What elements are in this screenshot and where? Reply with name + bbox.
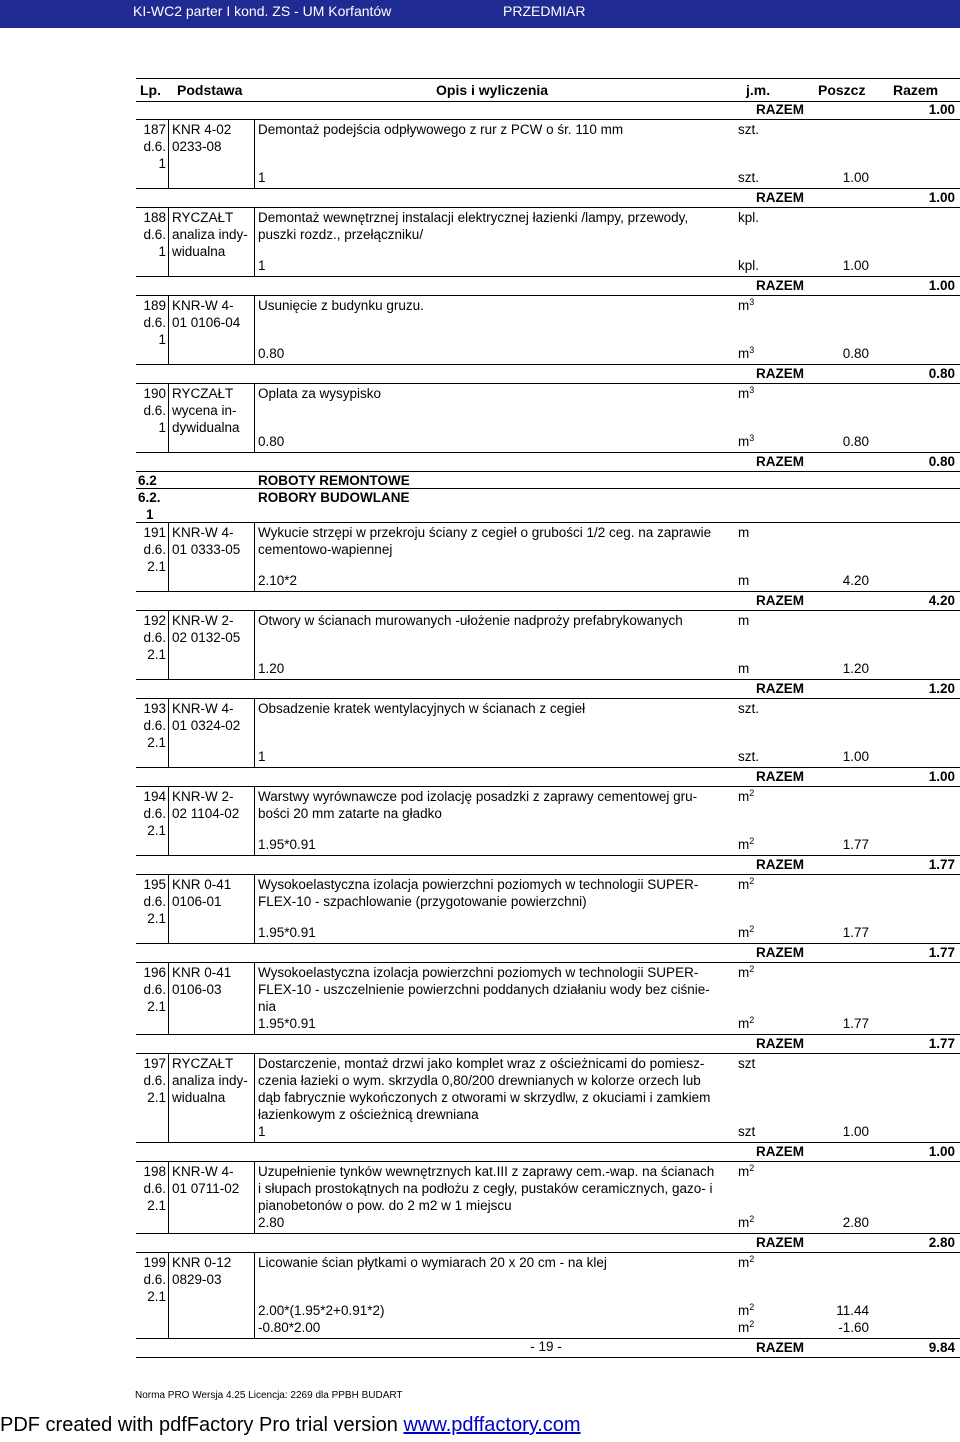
item-razem-value: 4.20 bbox=[928, 593, 955, 608]
column-divider bbox=[254, 1252, 255, 1338]
item-unit-exponent: 2 bbox=[749, 1163, 755, 1173]
calc-expression: -0.80*2.00 bbox=[258, 1320, 321, 1335]
item-basis: wycena in- bbox=[172, 403, 237, 418]
calc-divider bbox=[136, 679, 960, 680]
item-basis: widualna bbox=[172, 1090, 226, 1105]
pdf-banner bbox=[0, 1414, 581, 1437]
calc-expression: 1.20 bbox=[258, 661, 285, 676]
item-razem-label: RAZEM bbox=[756, 1036, 804, 1051]
item-lp: 2.1 bbox=[147, 911, 166, 926]
calc-divider bbox=[136, 943, 960, 944]
item-lp: 189 bbox=[143, 298, 166, 313]
column-divider bbox=[168, 522, 169, 591]
item-basis: 02 0132-05 bbox=[172, 630, 241, 645]
calc-expression: 2.00*(1.95*2+0.91*2) bbox=[258, 1303, 385, 1318]
column-divider bbox=[254, 786, 255, 855]
calc-expression: 1 bbox=[258, 170, 266, 185]
calc-divider bbox=[136, 276, 960, 277]
item-lp: d.6. bbox=[143, 1073, 166, 1088]
item-description: Demontaż podejścia odpływowego z rur z PCW o śr. 110 mm bbox=[258, 122, 624, 137]
item-lp: 2.1 bbox=[147, 823, 166, 838]
calc-unit-exponent: 2 bbox=[749, 924, 755, 934]
calc-divider bbox=[136, 855, 960, 856]
column-divider bbox=[168, 698, 169, 767]
column-divider bbox=[254, 698, 255, 767]
item-lp: d.6. bbox=[143, 806, 166, 821]
software-footnote: Norma PRO Wersja 4.25 Licencja: 2269 dla PPBH BUDART bbox=[135, 1390, 403, 1401]
calc-value: 1.77 bbox=[842, 925, 869, 940]
item-description: Demontaż wewnętrznej instalacji elektrycznej łazienki /lampy, przewody, bbox=[258, 210, 689, 225]
calc-expression: 1 bbox=[258, 258, 266, 273]
item-unit: kpl. bbox=[738, 210, 760, 225]
calc-value: 0.80 bbox=[842, 434, 869, 449]
item-unit: $m^2$ bbox=[738, 1163, 755, 1179]
calc-value: 1.77 bbox=[842, 837, 869, 852]
item-lp: 197 bbox=[143, 1056, 166, 1071]
calc-expression: 0.80 bbox=[258, 434, 285, 449]
item-razem-value: 0.80 bbox=[928, 366, 955, 381]
row-divider bbox=[136, 874, 960, 875]
item-razem-value: 1.77 bbox=[928, 1036, 955, 1051]
calc-value: 2.80 bbox=[842, 1215, 869, 1230]
item-basis: 02 1104-02 bbox=[172, 806, 240, 821]
calc-divider bbox=[136, 452, 960, 453]
item-lp: 2.1 bbox=[147, 735, 166, 750]
row-divider bbox=[136, 471, 960, 472]
subsection-number-cont: 1 bbox=[146, 507, 154, 522]
item-description: Wysokoelastyczna izolacja powierzchni poziomych w technologii SUPER- bbox=[258, 965, 699, 980]
item-basis: dywidualna bbox=[172, 420, 240, 435]
calc-value: 4.20 bbox=[842, 573, 869, 588]
pdf-banner-text: PDF created with pdfFactory Pro trial version bbox=[0, 1414, 404, 1436]
item-description: Wykucie strzępi w przekroju ściany z cegieł o grubości 1/2 ceg. na zaprawie bbox=[258, 525, 712, 540]
calc-divider bbox=[136, 1142, 960, 1143]
item-lp: d.6. bbox=[143, 718, 166, 733]
calc-divider bbox=[136, 1233, 960, 1234]
item-lp: 194 bbox=[143, 789, 166, 804]
item-basis: RYCZAŁT bbox=[172, 1056, 234, 1071]
calc-expression: 2.10*2 bbox=[258, 573, 298, 588]
item-description: i słupach prostokątnych na podłożu z cegły, pustaków ceramicznych, gazo- i bbox=[258, 1181, 713, 1196]
column-divider bbox=[254, 962, 255, 1034]
item-basis: analiza indy- bbox=[172, 1073, 248, 1088]
item-basis: KNR 0-41 bbox=[172, 877, 232, 892]
row-divider bbox=[136, 207, 960, 208]
column-divider bbox=[254, 1161, 255, 1233]
column-divider bbox=[168, 610, 169, 679]
calc-value: 1.00 bbox=[842, 749, 869, 764]
item-razem-label: RAZEM bbox=[756, 857, 804, 872]
item-lp: 2.1 bbox=[147, 1090, 166, 1105]
item-unit: m bbox=[738, 525, 750, 540]
item-basis: 01 0711-02 bbox=[172, 1181, 240, 1196]
item-razem-label: RAZEM bbox=[756, 190, 804, 205]
calc-value: 1.00 bbox=[842, 258, 869, 273]
item-basis: 0829-03 bbox=[172, 1272, 222, 1287]
item-description: Warstwy wyrównawcze pod izolację posadzki z zaprawy cementowej gru- bbox=[258, 789, 698, 804]
calc-unit-exponent: 2 bbox=[749, 836, 755, 846]
column-divider bbox=[254, 1053, 255, 1142]
item-unit-exponent: 2 bbox=[749, 964, 755, 974]
item-basis: analiza indy- bbox=[172, 227, 248, 242]
page-number: - 19 - bbox=[530, 1339, 562, 1354]
item-description: Wysokoelastyczna izolacja powierzchni poziomych w technologii SUPER- bbox=[258, 877, 699, 892]
item-unit-exponent: 3 bbox=[749, 385, 755, 395]
column-divider bbox=[168, 295, 169, 364]
item-lp: d.6. bbox=[143, 139, 166, 154]
item-unit-exponent: 2 bbox=[749, 876, 755, 886]
calc-expression: 1 bbox=[258, 1124, 266, 1139]
item-razem-value: 0.80 bbox=[928, 454, 955, 469]
item-razem-value: 1.00 bbox=[928, 278, 955, 293]
item-lp: d.6. bbox=[143, 982, 166, 997]
item-basis: 01 0324-02 bbox=[172, 718, 241, 733]
item-description: pianobetonów o pow. do 2 m2 w 1 miejscu bbox=[258, 1198, 512, 1213]
header-center: PRZEDMIAR bbox=[503, 3, 586, 19]
item-description: puszki rozdz., przełączniku/ bbox=[258, 227, 424, 242]
item-basis: KNR-W 4- bbox=[172, 701, 234, 716]
header-title: KI-WC2 parter I kond. ZS - UM Korfantów bbox=[133, 3, 392, 19]
item-lp: d.6. bbox=[143, 1181, 166, 1196]
top-razem-value: 1.00 bbox=[928, 102, 955, 117]
calc-expression: 1.95*0.91 bbox=[258, 837, 316, 852]
column-divider bbox=[168, 383, 169, 452]
item-razem-label: RAZEM bbox=[756, 1144, 804, 1159]
item-basis: KNR-W 2- bbox=[172, 613, 234, 628]
row-divider bbox=[136, 488, 960, 489]
col-razem: Razem bbox=[893, 82, 939, 98]
calc-unit: $m^2$ bbox=[738, 836, 755, 852]
item-razem-label: RAZEM bbox=[756, 1340, 804, 1355]
item-description: Uzupełnienie tynków wewnętrznych kat.III z zaprawy cem.-wap. na ścianach bbox=[258, 1164, 715, 1179]
item-description: Dostarczenie, montaż drzwi jako komplet wraz z ościeżnicami do pomiesz- bbox=[258, 1056, 705, 1071]
column-divider bbox=[168, 786, 169, 855]
calc-expression: 1 bbox=[258, 749, 266, 764]
item-lp: 199 bbox=[143, 1255, 166, 1270]
top-razem-label: RAZEM bbox=[756, 102, 804, 117]
col-poszcz: Poszcz bbox=[818, 82, 866, 98]
item-lp: 188 bbox=[143, 210, 166, 225]
item-razem-value: 9.84 bbox=[928, 1340, 955, 1355]
item-lp: d.6. bbox=[143, 403, 166, 418]
item-description: Oplata za wysypisko bbox=[258, 386, 382, 401]
item-lp: d.6. bbox=[143, 894, 166, 909]
item-unit: $m^3$ bbox=[738, 297, 755, 313]
calc-expression: 1.95*0.91 bbox=[258, 1016, 316, 1031]
row-divider bbox=[136, 786, 960, 787]
item-basis: KNR-W 4- bbox=[172, 298, 234, 313]
calc-unit-exponent: 2 bbox=[749, 1319, 755, 1329]
item-razem-label: RAZEM bbox=[756, 278, 804, 293]
column-divider bbox=[254, 207, 255, 276]
item-razem-value: 1.00 bbox=[928, 769, 955, 784]
section-number: 6.2 bbox=[138, 473, 157, 488]
item-lp: d.6. bbox=[143, 227, 166, 242]
item-unit: szt. bbox=[738, 701, 760, 716]
item-lp: 193 bbox=[143, 701, 166, 716]
item-lp: 2.1 bbox=[147, 999, 166, 1014]
row-divider bbox=[136, 1252, 960, 1253]
item-lp: d.6. bbox=[143, 630, 166, 645]
item-description: bości 20 mm zatarte na gładko bbox=[258, 806, 442, 821]
item-lp: 195 bbox=[143, 877, 166, 892]
item-razem-value: 1.77 bbox=[928, 945, 955, 960]
item-basis: 01 0106-04 bbox=[172, 315, 241, 330]
item-razem-label: RAZEM bbox=[756, 454, 804, 469]
col-opis: Opis i wyliczenia bbox=[436, 82, 549, 98]
item-basis: KNR 0-41 bbox=[172, 965, 232, 980]
column-divider bbox=[168, 1252, 169, 1338]
calc-divider bbox=[136, 188, 960, 189]
calc-divider bbox=[136, 767, 960, 768]
item-basis: 01 0333-05 bbox=[172, 542, 241, 557]
item-lp: 192 bbox=[143, 613, 166, 628]
item-lp: 2.1 bbox=[147, 1289, 166, 1304]
item-lp: 190 bbox=[143, 386, 166, 401]
item-lp: d.6. bbox=[143, 315, 166, 330]
item-description: FLEX-10 - szpachlowanie (przygotowanie powierzchni) bbox=[258, 894, 587, 909]
col-podstawa: Podstawa bbox=[177, 82, 243, 98]
item-razem-value: 1.00 bbox=[928, 1144, 955, 1159]
item-razem-value: 2.80 bbox=[928, 1235, 955, 1250]
item-description: Obsadzenie kratek wentylacyjnych w ścianach z cegieł bbox=[258, 701, 586, 716]
item-lp: 198 bbox=[143, 1164, 166, 1179]
item-lp: 196 bbox=[143, 965, 166, 980]
calc-unit-exponent: 2 bbox=[749, 1302, 755, 1312]
calc-unit: m bbox=[738, 661, 750, 676]
row-divider bbox=[136, 119, 960, 120]
item-lp: d.6. bbox=[143, 1272, 166, 1287]
calc-divider bbox=[136, 364, 960, 365]
calc-unit-exponent: 2 bbox=[749, 1214, 755, 1224]
calc-value: 1.77 bbox=[842, 1016, 869, 1031]
item-basis: KNR 0-12 bbox=[172, 1255, 232, 1270]
calc-unit: $m^3$ bbox=[738, 433, 755, 449]
column-divider bbox=[168, 207, 169, 276]
calc-divider bbox=[136, 591, 960, 592]
item-description: Usunięcie z budynku gruzu. bbox=[258, 298, 424, 313]
item-description: czenia łazieki o wym. skrzydla 0,80/200 drewnianych w kolorze orzech lub bbox=[258, 1073, 701, 1088]
item-razem-value: 1.77 bbox=[928, 857, 955, 872]
col-jm: j.m. bbox=[746, 82, 771, 98]
item-razem-label: RAZEM bbox=[756, 366, 804, 381]
item-lp: 1 bbox=[158, 420, 166, 435]
item-razem-label: RAZEM bbox=[756, 1235, 804, 1250]
item-basis: KNR-W 2- bbox=[172, 789, 234, 804]
subsection-number: 6.2. bbox=[138, 490, 161, 505]
calc-expression: 2.80 bbox=[258, 1215, 285, 1230]
item-lp: 2.1 bbox=[147, 559, 166, 574]
item-unit: $m^3$ bbox=[738, 385, 755, 401]
item-description: cementowo-wapiennej bbox=[258, 542, 393, 557]
calc-value: 1.00 bbox=[842, 170, 869, 185]
item-razem-value: 1.00 bbox=[928, 190, 955, 205]
row-divider bbox=[136, 383, 960, 384]
item-lp: 2.1 bbox=[147, 647, 166, 662]
calc-unit: kpl. bbox=[738, 258, 760, 273]
calc-unit-exponent: 3 bbox=[749, 345, 755, 355]
calc-unit: $m^2$ bbox=[738, 1015, 755, 1031]
calc-unit-exponent: 3 bbox=[749, 433, 755, 443]
calc-divider bbox=[136, 1034, 960, 1035]
column-divider bbox=[168, 119, 169, 188]
item-basis: KNR-W 4- bbox=[172, 1164, 234, 1179]
item-razem-label: RAZEM bbox=[756, 681, 804, 696]
calc-unit: $m^2$ bbox=[738, 1319, 755, 1335]
item-razem-value: 1.20 bbox=[928, 681, 955, 696]
column-divider bbox=[168, 962, 169, 1034]
item-basis: 0106-01 bbox=[172, 894, 222, 909]
pdffactory-link[interactable]: www.pdffactory.com bbox=[403, 1414, 581, 1436]
item-lp: 1 bbox=[158, 156, 166, 171]
item-basis: KNR 4-02 bbox=[172, 122, 232, 137]
column-divider bbox=[254, 874, 255, 943]
item-lp: 1 bbox=[158, 332, 166, 347]
item-basis: widualna bbox=[172, 244, 226, 259]
item-basis: 0233-08 bbox=[172, 139, 222, 154]
calc-expression: 0.80 bbox=[258, 346, 285, 361]
calc-expression: 1.95*0.91 bbox=[258, 925, 316, 940]
column-divider bbox=[168, 874, 169, 943]
document-header bbox=[0, 0, 960, 28]
item-unit: $m^2$ bbox=[738, 964, 755, 980]
calc-value: -1.60 bbox=[838, 1320, 869, 1335]
table-column-header bbox=[136, 78, 960, 102]
item-description: FLEX-10 - uszczelnienie powierzchni poddanych działaniu wody bez ciśnie- bbox=[258, 982, 710, 997]
item-razem-label: RAZEM bbox=[756, 945, 804, 960]
calc-value: 1.20 bbox=[842, 661, 869, 676]
row-divider bbox=[136, 1053, 960, 1054]
column-divider bbox=[254, 295, 255, 364]
column-divider bbox=[254, 522, 255, 591]
item-unit-exponent: 2 bbox=[749, 788, 755, 798]
calc-unit: szt. bbox=[738, 749, 760, 764]
calc-unit: $m^3$ bbox=[738, 345, 755, 361]
item-basis: RYCZAŁT bbox=[172, 210, 234, 225]
column-divider bbox=[254, 383, 255, 452]
item-razem-label: RAZEM bbox=[756, 593, 804, 608]
item-basis: KNR-W 4- bbox=[172, 525, 234, 540]
item-lp: 2.1 bbox=[147, 1198, 166, 1213]
column-divider bbox=[168, 1161, 169, 1233]
calc-unit-exponent: 2 bbox=[749, 1015, 755, 1025]
item-basis: 0106-03 bbox=[172, 982, 222, 997]
row-divider bbox=[136, 295, 960, 296]
calc-unit: $m^2$ bbox=[738, 1302, 755, 1318]
item-lp: 191 bbox=[143, 525, 166, 540]
item-unit: $m^2$ bbox=[738, 876, 755, 892]
calc-value: 0.80 bbox=[842, 346, 869, 361]
item-unit: $m^2$ bbox=[738, 788, 755, 804]
calc-unit: $m^2$ bbox=[738, 924, 755, 940]
row-divider bbox=[136, 610, 960, 611]
item-unit: szt bbox=[738, 1056, 756, 1071]
item-description: nia bbox=[258, 999, 277, 1014]
item-lp: 1 bbox=[158, 244, 166, 259]
item-basis: RYCZAŁT bbox=[172, 386, 234, 401]
item-unit: szt. bbox=[738, 122, 760, 137]
column-divider bbox=[254, 119, 255, 188]
calc-value: 11.44 bbox=[836, 1303, 869, 1318]
item-description: Otwory w ścianach murowanych -ułożenie nadproży prefabrykowanych bbox=[258, 613, 683, 628]
item-unit: $m^2$ bbox=[738, 1254, 755, 1270]
row-divider bbox=[136, 698, 960, 699]
item-unit: m bbox=[738, 613, 750, 628]
row-divider bbox=[136, 962, 960, 963]
calc-unit: $m^2$ bbox=[738, 1214, 755, 1230]
row-divider bbox=[136, 522, 960, 523]
item-razem-label: RAZEM bbox=[756, 769, 804, 784]
item-description: Licowanie ścian płytkami o wymiarach 20 x 20 cm - na klej bbox=[258, 1255, 607, 1270]
row-divider bbox=[136, 1357, 960, 1358]
row-divider bbox=[136, 1161, 960, 1162]
section-title: ROBOTY REMONTOWE bbox=[258, 473, 410, 488]
calc-value: 1.00 bbox=[842, 1124, 869, 1139]
col-lp: Lp. bbox=[140, 82, 161, 98]
calc-unit: m bbox=[738, 573, 750, 588]
calc-unit: szt. bbox=[738, 170, 760, 185]
subsection-title: ROBORY BUDOWLANE bbox=[258, 490, 410, 505]
column-divider bbox=[254, 610, 255, 679]
item-unit-exponent: 3 bbox=[749, 297, 755, 307]
calc-unit: szt bbox=[738, 1124, 756, 1139]
item-description: dąb fabrycznie wykończonych z otworami w skrzydlw, z okuciami i zamkiem bbox=[258, 1090, 711, 1105]
item-lp: 187 bbox=[143, 122, 166, 137]
column-divider bbox=[168, 1053, 169, 1142]
item-unit-exponent: 2 bbox=[749, 1254, 755, 1264]
item-lp: d.6. bbox=[143, 542, 166, 557]
item-description: łazienkowym z ościeżnicą drewniana bbox=[258, 1107, 479, 1122]
